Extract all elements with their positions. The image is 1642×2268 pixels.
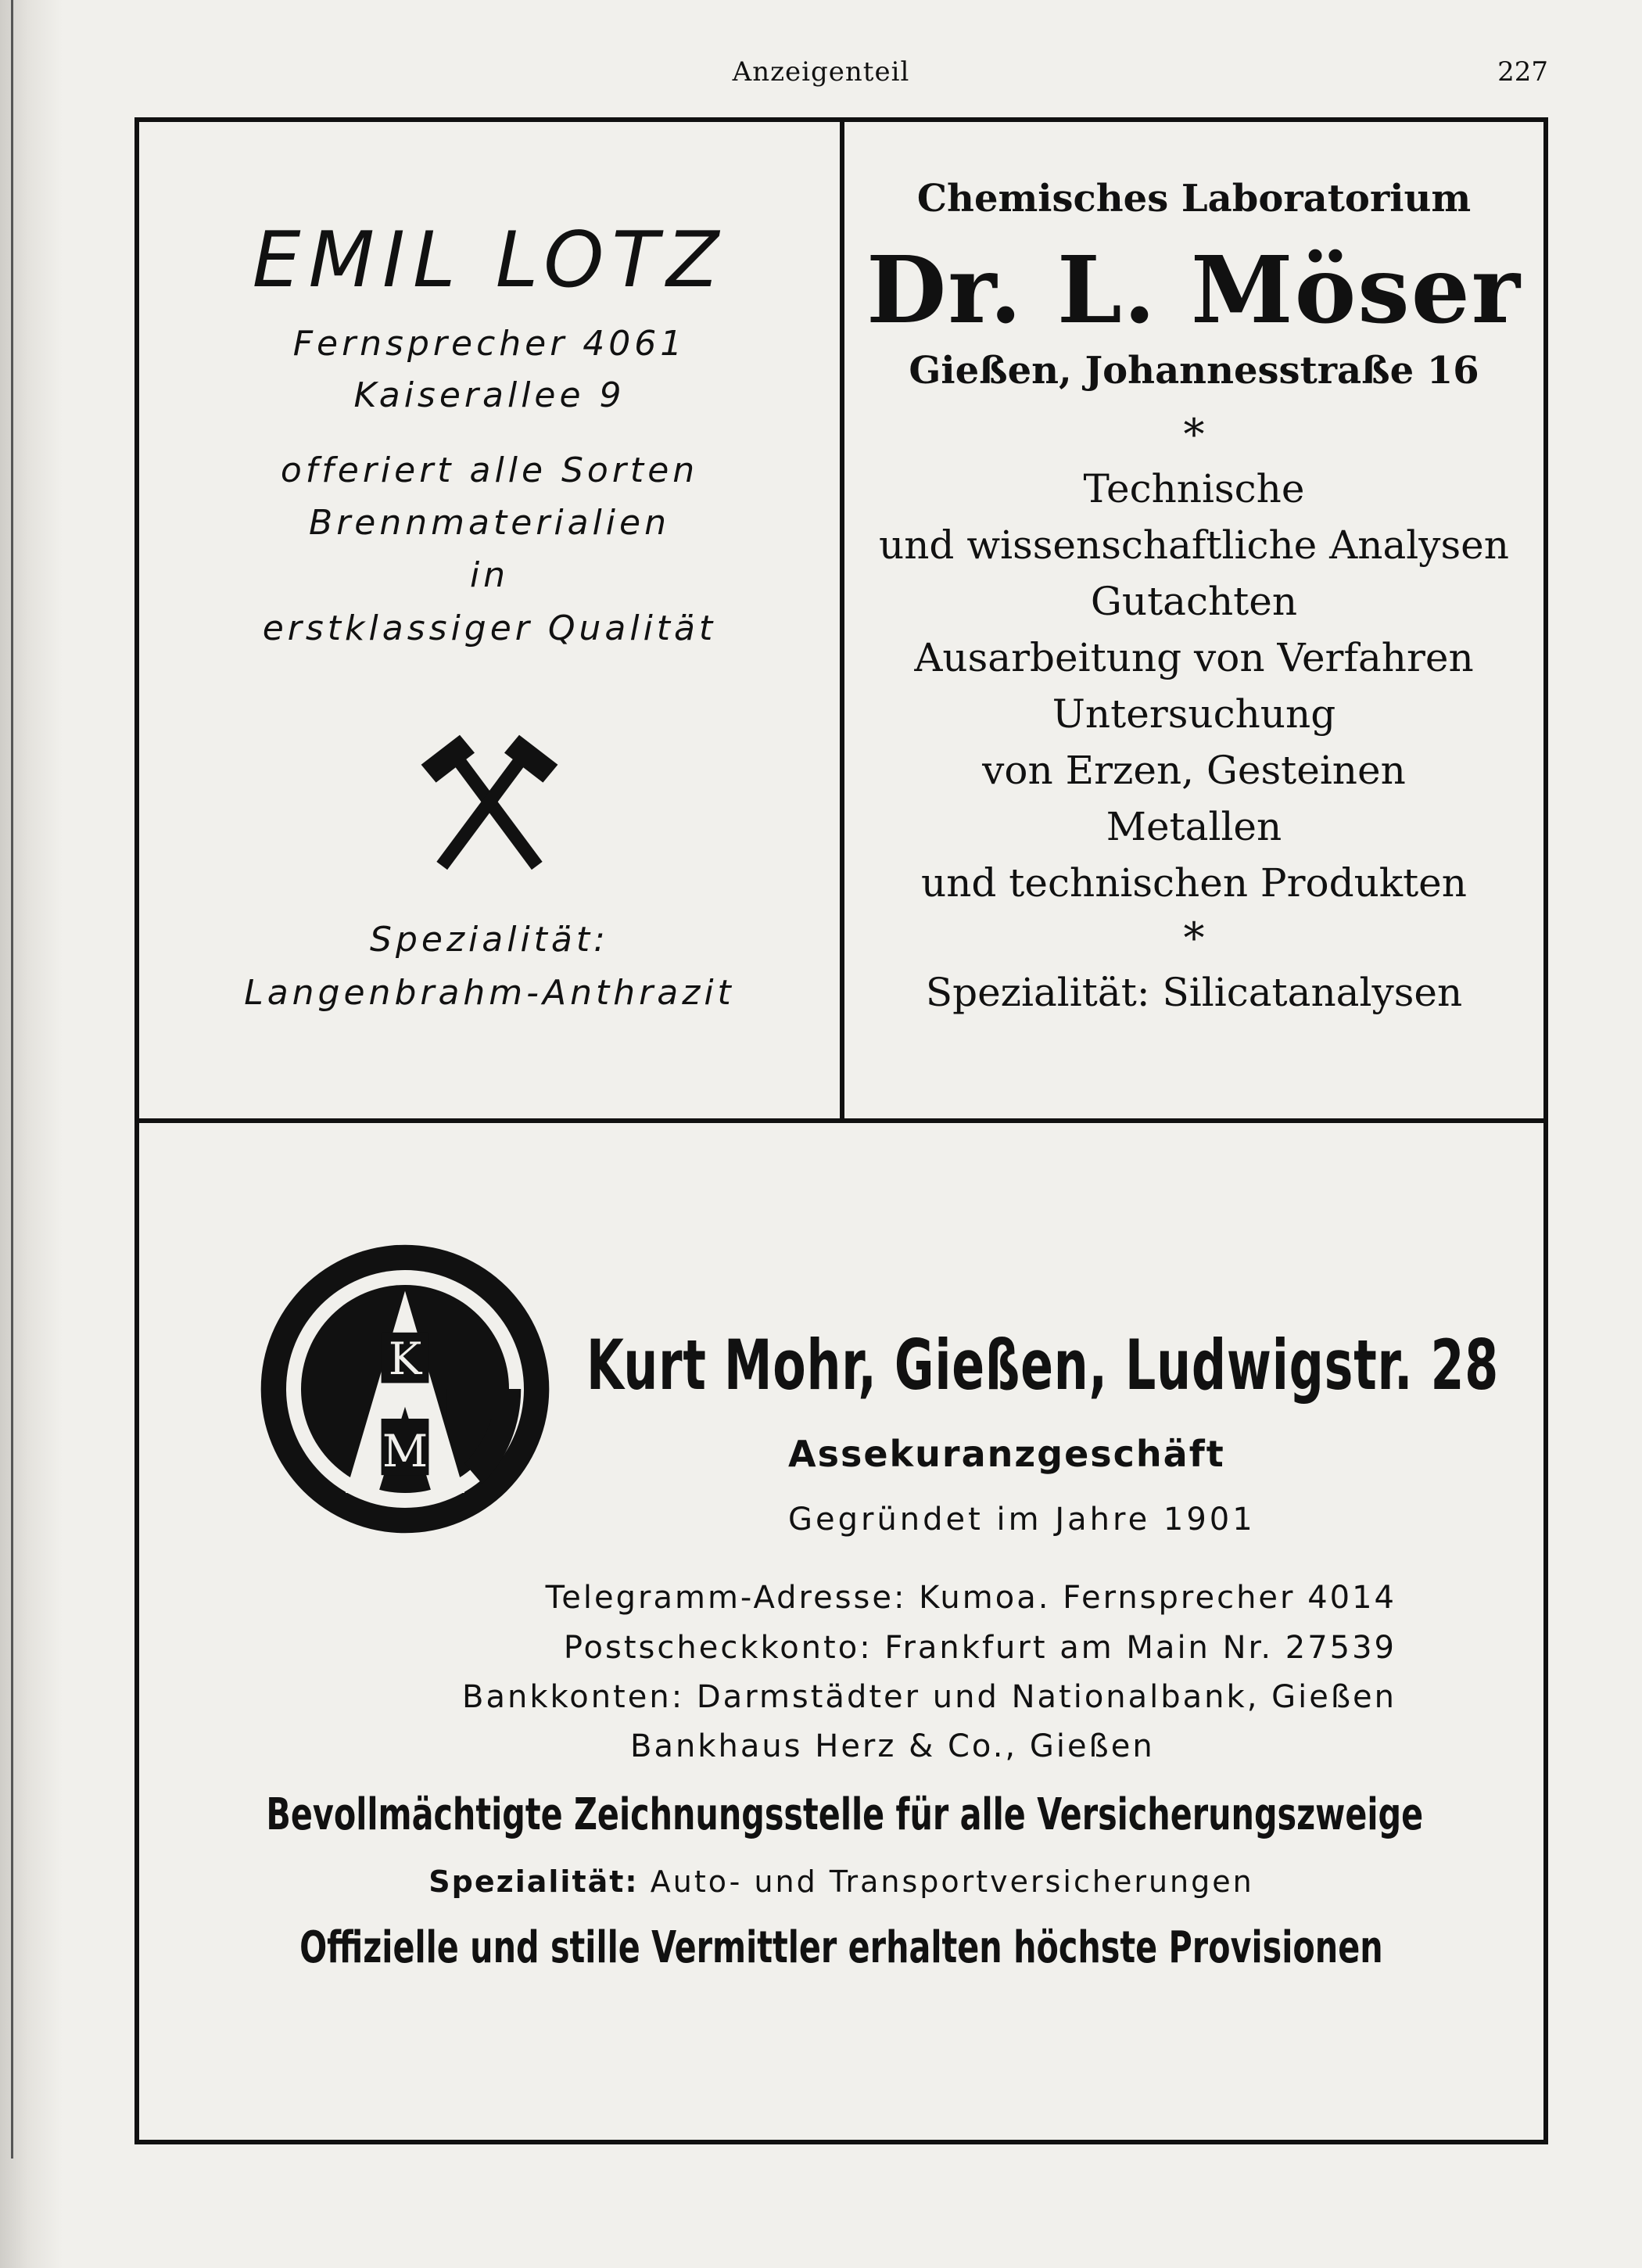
telegram-address: Telegramm-Adresse: Kumoa. Fernsprecher 4014 — [545, 1580, 1396, 1616]
logo-letter-m: M — [382, 1425, 428, 1477]
specialty-label: Spezialität: — [428, 1864, 639, 1899]
ad-emil-lotz — [139, 122, 840, 1118]
star-separator: * — [1183, 913, 1205, 963]
service-line: Untersuchung — [1052, 691, 1336, 737]
authorized-text: Bevollmächtigte Zeichnungsstelle für alle Versicherungszweige — [266, 1789, 1424, 1840]
service-line: Metallen — [1106, 804, 1282, 849]
company-name: EMIL LOTZ — [252, 216, 727, 305]
business-type: Assekuranzgeschäft — [788, 1433, 1225, 1475]
binding-edge — [11, 0, 13, 2159]
akm-logo — [256, 1240, 554, 1538]
offer-line: in — [469, 555, 510, 595]
specialty: Langenbrahm-Anthrazit — [244, 973, 735, 1013]
company-name: Kurt Mohr, Gießen, Ludwigstr. 28 — [586, 1325, 1499, 1405]
service-line: und technischen Produkten — [921, 860, 1467, 906]
brokers-note — [139, 1922, 1543, 1973]
founded-year: Gegründet im Jahre 1901 — [788, 1502, 1256, 1538]
service-line: von Erzen, Gesteinen — [982, 748, 1406, 793]
phone: Fernsprecher 4061 — [292, 324, 687, 364]
specialty-line — [139, 1864, 1543, 1899]
bank-accounts: Bankkonten: Darmstädter und Nationalbank, Gießen — [462, 1679, 1396, 1715]
service-line: Gutachten — [1090, 579, 1298, 624]
section-header: Anzeigenteil — [732, 56, 910, 88]
service-line: Technische — [1083, 466, 1305, 511]
doctor-name: Dr. L. Möser — [866, 235, 1522, 344]
offer-line: erstklassiger Qualität — [262, 608, 717, 648]
logo-letter-k: K — [388, 1333, 422, 1385]
crossed-hammers-icon — [415, 732, 564, 881]
specialty-label: Spezialität: — [370, 920, 609, 960]
page-number: 227 — [1497, 56, 1548, 88]
offer-line: Brennmaterialien — [309, 503, 670, 543]
bank-accounts-2: Bankhaus Herz & Co., Gießen — [630, 1728, 1155, 1764]
brokers-text: Offizielle und stille Vermittler erhalten höchste Provisionen — [299, 1922, 1383, 1973]
lab-title: Chemisches Laboratorium — [916, 177, 1472, 221]
address: Kaiserallee 9 — [353, 375, 626, 415]
service-line: und wissenschaftliche Analysen — [879, 522, 1509, 568]
postal-account: Postscheckkonto: Frankfurt am Main Nr. 27539 — [563, 1630, 1396, 1666]
ad-dr-moeser — [844, 122, 1543, 1118]
authorized-office — [139, 1789, 1543, 1840]
page-gutter — [0, 0, 63, 2268]
address: Gießen, Johannesstraße 16 — [909, 349, 1479, 393]
offer-line: offeriert alle Sorten — [280, 450, 699, 490]
specialty: Spezialität: Silicatanalysen — [925, 970, 1463, 1015]
ad-kurt-mohr — [139, 1123, 1543, 2140]
star-separator: * — [1183, 410, 1205, 459]
specialty-value: Auto- und Transportversicherungen — [650, 1864, 1254, 1899]
service-line: Ausarbeitung von Verfahren — [914, 635, 1474, 680]
